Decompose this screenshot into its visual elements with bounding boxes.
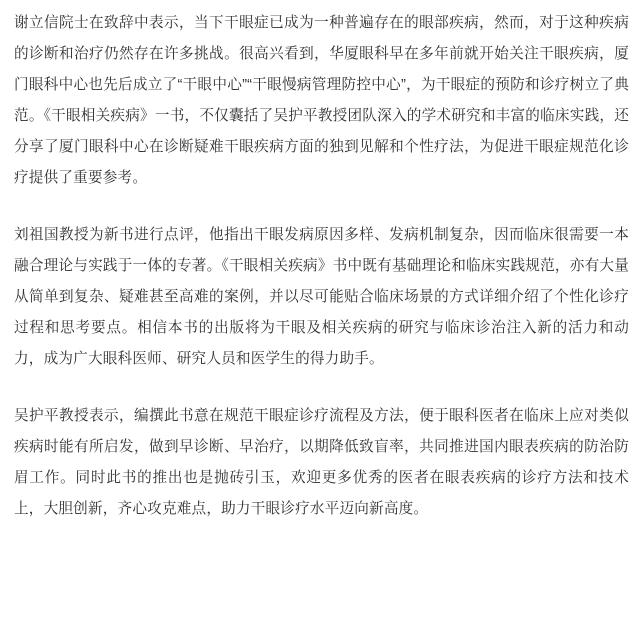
paragraph: 谢立信院士在致辞中表示，当下干眼症已成为一种普遍存在的眼部疾病，然而，对于这种疾病的诊断和治疗仍然存在许多挑战。很高兴看到，华厦眼科早在多年前就开始关注干眼疾病，厦门眼科中心也先后成立了“干眼中心”“干眼慢病管理防控中心”，为干眼症的预防和诊疗树立了典范。《干眼相关疾病》一书，不仅囊括了吴护平教授团队深入的学术研究和丰富的临床实践，还分享了厦门眼科中心在诊断疑难干眼疾病方面的独到见解和个性疗法，为促进干眼症规范化诊疗提供了重要参考。	[14, 15, 629, 186]
paragraph: 吴护平教授表示，编撰此书意在规范干眼症诊疗流程及方法，便于眼科医者在临床上应对类似疾病时能有所启发，做到早诊断、早治疗，以期降低致盲率，共同推进国内眼表疾病的防治防眉工作。同时此书的推出也是抛砖引玉，欢迎更多优秀的医者在眼表疾病的诊疗方法和技术上，大胆创新，齐心攻克难点，助力干眼诊疗水平迈向新高度。	[14, 408, 629, 517]
paragraph: 刘祖国教授为新书进行点评，他指出干眼发病原因多样、发病机制复杂，因而临床很需要一本融合理论与实践于一体的专著。《干眼相关疾病》书中既有基础理论和临床实践规范，亦有大量从简单到复杂、疑难甚至高难的案例，并以尽可能贴合临床场景的方式详细介绍了个性化诊疗过程和思考要点。相信本书的出版将为干眼及相关疾病的研究与临床诊治注入新的活力和动力，成为广大眼科医师、研究人员和医学生的得力助手。	[14, 227, 629, 367]
